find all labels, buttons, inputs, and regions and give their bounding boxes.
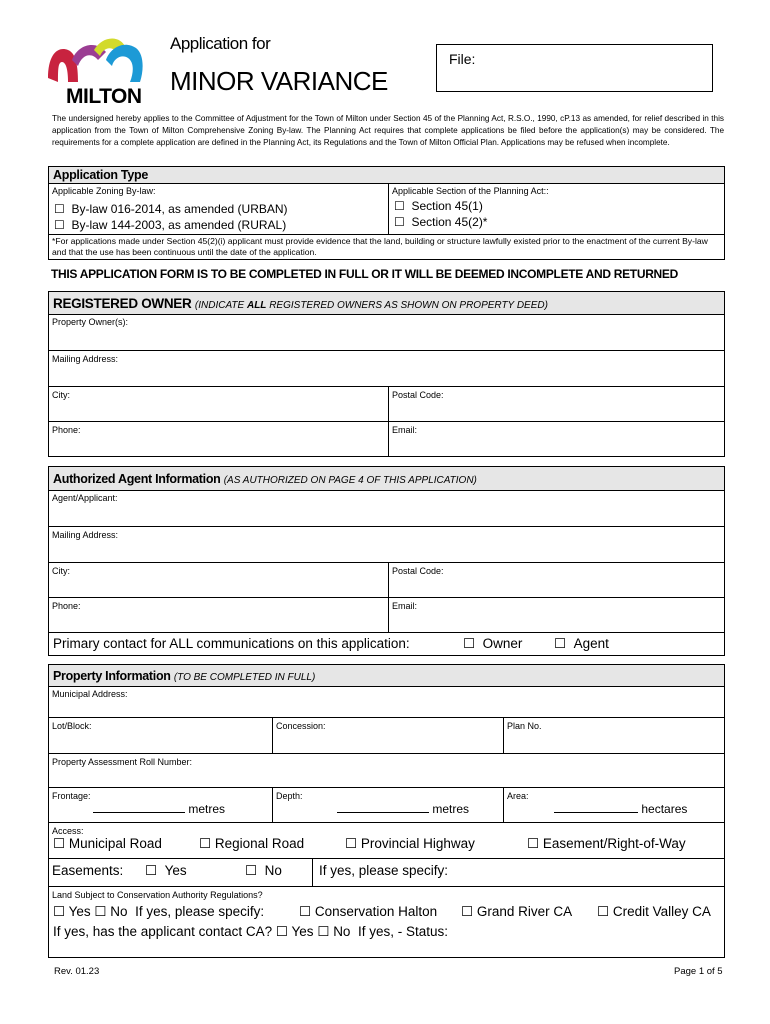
owner-email-field[interactable]: Email:: [392, 425, 418, 435]
checkbox-icon: ☐: [53, 836, 66, 851]
checkbox-icon[interactable]: ☐: [54, 218, 65, 232]
checkbox-icon: ☐: [299, 904, 312, 919]
owner-mailing-field[interactable]: Mailing Address:: [49, 351, 724, 387]
easements-yes[interactable]: ☐ Yes: [145, 863, 187, 878]
conservation-row: Land Subject to Conservation Authority Regulations? ☐ Yes ☐ No If yes, please specify: ☐ Conservation Halton ☐ Grand River CA ☐ Credit Valley CA If yes, has the applicant contact CA? ☐ Yes ☐ No If yes, - Status:: [52, 890, 711, 939]
concession-field[interactable]: Concession:: [273, 718, 504, 754]
property-information-section: [48, 664, 725, 958]
zoning-cell: [49, 183, 389, 234]
zoning-option-urban[interactable]: ☐ By-law 016-2014, as amended (URBAN): [54, 202, 288, 216]
ca-conservation-halton[interactable]: ☐ Conservation Halton: [299, 904, 438, 919]
checkbox-icon[interactable]: ☐: [394, 215, 405, 229]
owner-city-field[interactable]: City:: [49, 387, 389, 422]
roll-number-field[interactable]: Property Assessment Roll Number:: [49, 754, 724, 788]
primary-contact-row: Primary contact for ALL communications on this application: ☐ Owner ☐ Agent: [53, 636, 609, 651]
area-field[interactable]: Area: hectares: [504, 788, 724, 823]
depth-field[interactable]: Depth: metres: [273, 788, 504, 823]
agent-heading: Authorized Agent Information (AS AUTHORIZED ON PAGE 4 OF THIS APPLICATION): [49, 467, 724, 491]
page-title: MINOR VARIANCE: [170, 66, 388, 96]
ca-credit-valley[interactable]: ☐ Credit Valley CA: [597, 904, 711, 919]
checkbox-icon: ☐: [554, 636, 567, 651]
intro-paragraph: The undersigned hereby applies to the Committee of Adjustment for the Town of Milton under Section 45 of the Planning Act, R.S.O., 1990, cP.13 as amended, for relief described in this application from the Town of Milton Comprehensive Zoning By-law. The Planning Act requires that complete applications be filed before the application(s) may be considered. The requirements for a complete application are defined in the Planning Act, its Regulations and the Town of Milton Official Plan. Applications may be refused when incomplete.: [52, 114, 724, 148]
checkbox-icon[interactable]: ☐: [54, 202, 65, 216]
easements-specify-field[interactable]: If yes, please specify:: [313, 859, 724, 887]
primary-contact-owner-option[interactable]: ☐ Owner: [463, 636, 523, 651]
checkbox-icon: ☐: [317, 924, 330, 939]
checkbox-icon: ☐: [145, 863, 158, 878]
checkbox-icon: ☐: [345, 836, 358, 851]
zoning-option-rural[interactable]: ☐ By-law 144-2003, as amended (RURAL): [54, 218, 287, 232]
checkbox-icon[interactable]: ☐: [394, 199, 405, 213]
conservation-no[interactable]: ☐ No: [94, 904, 128, 919]
agent-applicant-field[interactable]: Agent/Applicant:: [49, 490, 724, 527]
access-municipal-road[interactable]: ☐ Municipal Road: [53, 836, 162, 851]
property-heading: Property Information (TO BE COMPLETED IN FULL): [49, 665, 724, 687]
lot-block-field[interactable]: Lot/Block:: [49, 718, 273, 754]
checkbox-icon: ☐: [461, 904, 474, 919]
checkbox-icon: ☐: [527, 836, 540, 851]
access-row: Access: ☐ Municipal Road ☐ Regional Road ☐ Provincial Highway ☐ Easement/Right-of-Way: [49, 823, 724, 859]
agent-phone-field[interactable]: Phone:: [49, 598, 389, 633]
primary-contact-agent-option[interactable]: ☐ Agent: [554, 636, 609, 651]
checkbox-icon: ☐: [94, 904, 107, 919]
ca-grand-river[interactable]: ☐ Grand River CA: [461, 904, 573, 919]
conservation-yes[interactable]: ☐ Yes: [53, 904, 91, 919]
checkbox-icon: ☐: [597, 904, 610, 919]
authorized-agent-section: [48, 466, 725, 656]
checkbox-icon: ☐: [245, 863, 258, 878]
plan-number-field[interactable]: Plan No.: [504, 718, 724, 754]
contact-ca-yes[interactable]: ☐ Yes: [275, 924, 314, 939]
agent-email-field[interactable]: Email:: [389, 598, 724, 633]
easements-row: Easements: ☐ Yes ☐ No: [49, 859, 313, 887]
logo-text: MILTON: [66, 85, 142, 108]
page-number: Page 1 of 5: [674, 966, 723, 977]
owner-phone-field[interactable]: Phone:: [49, 422, 389, 456]
section-cell: [389, 183, 724, 234]
section-label: Applicable Section of the Planning Act::: [392, 186, 549, 196]
agent-postal-field[interactable]: Postal Code:: [389, 563, 724, 598]
municipal-address-field[interactable]: Municipal Address:: [49, 686, 724, 718]
revision-label: Rev. 01.23: [54, 966, 100, 977]
subtitle: Application for: [170, 34, 271, 53]
file-number-field[interactable]: [436, 44, 713, 92]
application-type-section: [48, 166, 725, 260]
frontage-field[interactable]: Frontage: metres: [49, 788, 273, 823]
section-option-45-2[interactable]: ☐ Section 45(2)*: [394, 215, 488, 229]
contact-ca-no[interactable]: ☐ No: [317, 924, 351, 939]
access-provincial-highway[interactable]: ☐ Provincial Highway: [345, 836, 475, 851]
registered-owner-section: [48, 291, 725, 457]
file-label: File:: [449, 51, 476, 67]
checkbox-icon: ☐: [275, 924, 288, 939]
access-easement[interactable]: ☐ Easement/Right-of-Way: [527, 836, 686, 851]
agent-mailing-field[interactable]: Mailing Address:: [49, 527, 724, 563]
checkbox-icon: ☐: [199, 836, 212, 851]
checkbox-icon: ☐: [53, 904, 66, 919]
registered-owner-heading: REGISTERED OWNER (INDICATE ALL REGISTERED OWNERS AS SHOWN ON PROPERTY DEED): [49, 292, 724, 315]
access-regional-road[interactable]: ☐ Regional Road: [199, 836, 305, 851]
application-type-note: *For applications made under Section 45(2)(i) applicant must provide evidence that the land, building or structure lawfully existed prior to the enactment of the current By-law and that the use has been continuous until the date of the application.: [49, 234, 724, 260]
checkbox-icon: ☐: [463, 636, 476, 651]
agent-city-field[interactable]: City:: [49, 563, 389, 598]
owner-postal-field[interactable]: Postal Code:: [389, 387, 724, 422]
property-owners-field[interactable]: Property Owner(s):: [49, 314, 724, 351]
section-option-45-1[interactable]: ☐ Section 45(1): [394, 199, 483, 213]
application-type-heading: Application Type: [49, 167, 724, 184]
zoning-label: Applicable Zoning By-law:: [52, 186, 156, 196]
completion-warning: THIS APPLICATION FORM IS TO BE COMPLETED IN FULL OR IT WILL BE DEEMED INCOMPLETE AND RETURNED: [51, 267, 678, 281]
easements-no[interactable]: ☐ No: [245, 863, 282, 878]
